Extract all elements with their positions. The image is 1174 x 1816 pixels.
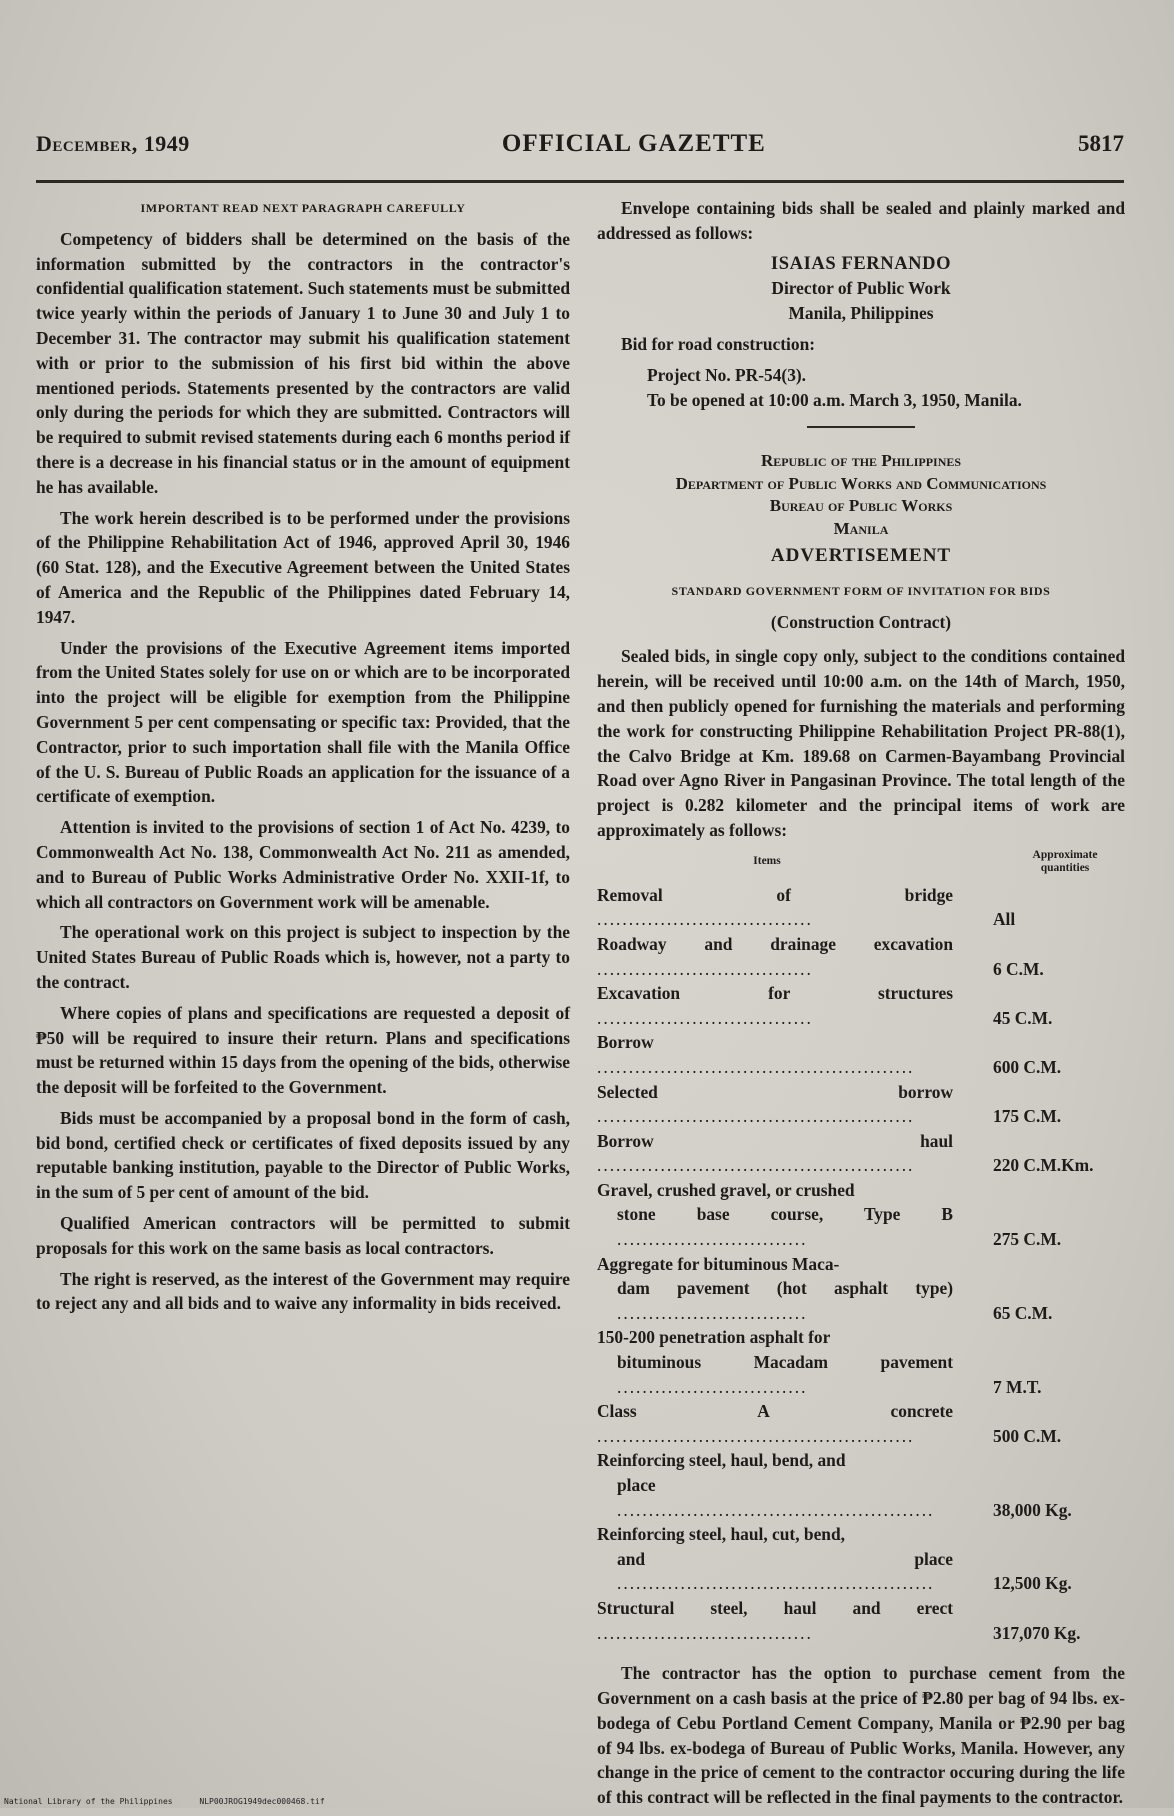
item-description-continued: stone base course, Type B: [617, 1204, 953, 1225]
paragraph-inspection: The operational work on this project is subject to inspection by the United States Bureau of Public Roads which is, however, not a party to the contract.: [36, 922, 570, 992]
item-quantity: 600 C.M.: [993, 1056, 1062, 1077]
item-row: [597, 1325, 1125, 1399]
item-quantity: 6 C.M.: [993, 958, 1044, 979]
item-quantity: 65 C.M.: [993, 1302, 1053, 1323]
item-row: [597, 932, 1125, 981]
item-quantity: 45 C.M.: [993, 1007, 1053, 1028]
item-row: [597, 981, 1125, 1030]
organization-block: [597, 450, 1125, 540]
leader-dots: ..................................: [597, 1007, 813, 1028]
item-quantity: 7 M.T.: [993, 1376, 1042, 1397]
footer-library: National Library of the Philippines: [4, 1797, 173, 1806]
paragraph-right-reserved: The right is reserved, as the interest of the Government may require to reject any and all bids and to waive any informality in bids received.: [36, 1268, 570, 1314]
items-column-header: Items: [753, 854, 781, 867]
item-quantity: 220 C.M.Km.: [993, 1155, 1094, 1176]
right-column: [597, 196, 1125, 1816]
leader-dots: ..............................: [617, 1376, 808, 1397]
item-row: [597, 1080, 1125, 1129]
leader-dots: ..............................: [617, 1302, 808, 1323]
leader-dots: ..................................: [597, 909, 813, 930]
leader-dots: ..............................: [617, 1229, 808, 1250]
addressee-city: Manila, Philippines: [788, 303, 934, 324]
item-row: [597, 1399, 1125, 1448]
item-row: [597, 1596, 1125, 1645]
leader-dots: ..................................................: [617, 1499, 935, 1520]
item-row: [597, 1448, 1125, 1522]
leader-dots: ..................................................: [597, 1106, 915, 1127]
org-department: Department of Public Works and Communications: [675, 473, 1047, 493]
left-column: [36, 196, 570, 1322]
bid-for: Bid for road construction:: [621, 333, 816, 354]
item-row: [597, 883, 1125, 932]
project-number: Project No. PR-54(3).: [647, 364, 807, 385]
important-heading: IMPORTANT READ NEXT PARAGRAPH CAREFULLY: [140, 201, 466, 215]
paragraph-american-contractors: Qualified American contractors will be permitted to submit proposals for this work on the same basis as local contractors.: [36, 1213, 570, 1258]
item-quantity: 275 C.M.: [993, 1229, 1062, 1250]
section-divider: [807, 426, 915, 428]
page-header: [36, 130, 1124, 166]
opening-second: Manila.: [964, 389, 1022, 410]
item-quantity: 175 C.M.: [993, 1106, 1062, 1127]
item-row: [597, 1522, 1125, 1596]
item-description: Class A concrete: [597, 1401, 953, 1422]
scan-footer: [4, 1797, 347, 1806]
item-row: [597, 1129, 1125, 1178]
paragraph-acts: Attention is invited to the provisions of section 1 of Act No. 4239, to Commonwealth Act No. 138, Commonwealth Act No. 211 as amended, and to Bureau of Public Works Administrative Order No. XXII-1f, to which all contractors on Government work will be amenable.: [36, 817, 570, 912]
paragraph-plans-deposit: Where copies of plans and specifications are requested a deposit of ₱50 will be required to insure their return. Plans and specifications must be returned within 15 days from the opening of the bids, otherwise the deposit will be forfeited to the Government.: [36, 1002, 570, 1098]
footer-filename: NLP00JROG1949dec000468.tif: [199, 1797, 325, 1806]
header-rule: [36, 180, 1124, 183]
cement-paragraph: The contractor has the option to purchase cement from the Government on a cash basis at the price of ₱2.80 per bag of 94 lbs. ex-bodega of Cebu Portland Cement Company, Manila or ₱2.90 per bag of 94 lbs. ex-bodega of Bureau of Public Works, Manila. However, any change in the price of cement to the contractor occuring during the life of this contract will be reflected in the final payments to the contractor.: [597, 1663, 1125, 1808]
item-description-continued: bituminous Macadam pavement: [617, 1352, 953, 1373]
item-description: Aggregate for bituminous Maca-: [597, 1253, 840, 1274]
leader-dots: ..................................................: [617, 1573, 935, 1594]
opening-info: [597, 388, 1125, 413]
item-description: Structural steel, haul and erect: [597, 1597, 953, 1618]
item-description: Removal of bridge: [597, 884, 953, 905]
form-title: STANDARD GOVERNMENT FORM OF INVITATION FOR BIDS: [671, 583, 1051, 598]
item-description: Reinforcing steel, haul, cut, bend,: [597, 1524, 845, 1545]
item-description: 150-200 penetration asphalt for: [597, 1327, 831, 1348]
item-quantity: All: [993, 909, 1016, 930]
envelope-intro: Envelope containing bids shall be sealed and plainly marked and addressed as follows:: [597, 198, 1125, 243]
item-description-continued: place: [617, 1475, 656, 1496]
item-description: Borrow haul: [597, 1130, 953, 1151]
item-row: [597, 1252, 1125, 1326]
invitation-paragraph: Sealed bids, in single copy only, subject to the conditions contained herein, will be received until 10:00 a.m. on the 14th of March, 1950, and then publicly opened for furnishing the materials and performing the work for constructing Philippine Rehabilitation Project PR-88(1), the Calvo Bridge at Km. 189.68 on Carmen-Bayambang Provincial Road over Agno River in Pangasinan Province. The total length of the project is 0.282 kilometer and the principal items of work are approximately as follows:: [597, 646, 1125, 840]
advertisement-title: ADVERTISEMENT: [770, 545, 952, 566]
header-date: December, 1949: [36, 131, 190, 156]
addressee-block: [597, 252, 1125, 326]
quantities-header-line1: Approximate: [1032, 848, 1098, 861]
item-row: [597, 1030, 1125, 1079]
leader-dots: ..................................................: [597, 1425, 915, 1446]
quantities-header-line2: quantities: [1040, 861, 1090, 874]
paragraph-tax-exemption: Under the provisions of the Executive Agreement items imported from the United States solely for use on or which are to be incorporated into the project will be eligible for exemption from the Philippine Government 5 per cent compensating or specific tax: Provided, that the Contractor, prior to such importation shall file with the Manila Office of the U. S. Bureau of Public Roads an application for the issuance of a certificate of exemption.: [36, 637, 570, 807]
items-list: [597, 883, 1125, 1645]
opening-first: To be opened at 10:00 a.m. March 3, 1950,: [647, 389, 961, 410]
org-bureau: Bureau of Public Works: [769, 496, 953, 516]
item-description-continued: and place: [617, 1548, 953, 1569]
header-page-number: 5817: [1078, 131, 1124, 156]
items-table-header: [597, 849, 1125, 875]
paragraph-rehabilitation-act: The work herein described is to be performed under the provisions of the Philippine Rehabilitation Act of 1946, approved April 30, 1946 (60 Stat. 128), and the Executive Agreement between the United States of America and the Republic of the Philippines dated February 14, 1947.: [36, 507, 570, 627]
item-row: [597, 1178, 1125, 1252]
item-description: Gravel, crushed gravel, or crushed: [597, 1179, 855, 1200]
addressee-title: Director of Public Work: [771, 278, 951, 299]
item-quantity: 12,500 Kg.: [993, 1573, 1072, 1594]
header-title: OFFICIAL GAZETTE: [501, 130, 766, 157]
org-city: Manila: [833, 518, 889, 538]
leader-dots: ..................................................: [597, 1155, 915, 1176]
item-quantity: 500 C.M.: [993, 1425, 1062, 1446]
item-quantity: 317,070 Kg.: [993, 1622, 1081, 1643]
org-republic: Republic of the Philippines: [760, 451, 962, 471]
addressee-name: ISAIAS FERNANDO: [770, 253, 952, 274]
item-quantity: 38,000 Kg.: [993, 1499, 1072, 1520]
item-description-continued: dam pavement (hot asphalt type): [617, 1278, 953, 1299]
item-description: Excavation for structures: [597, 983, 953, 1004]
quantities-column-header: [1005, 849, 1125, 875]
item-description: Reinforcing steel, haul, bend, and: [597, 1450, 846, 1471]
leader-dots: ..................................: [597, 1622, 813, 1643]
item-description: Borrow: [597, 1032, 654, 1053]
paragraph-competency: Competency of bidders shall be determined on the basis of the information submitted by the contractors in the contractor's confidential qualification statement. Such statements must be submitted twice yearly within the periods of January 1 to June 30 and July 1 to December 31. The contractor may submit his qualification statement with or prior to the submission of his first bid within the above mentioned periods. Statements presented by the contractors are valid only during the periods for which they are submitted. Contractors will be required to submit revised statements during each 6 months period if there is a decrease in his financial status or in the amount of equipment he has available.: [36, 228, 570, 497]
leader-dots: ..................................................: [597, 1056, 915, 1077]
item-description: Roadway and drainage excavation: [597, 933, 953, 954]
leader-dots: ..................................: [597, 958, 813, 979]
item-description: Selected borrow: [597, 1081, 953, 1102]
contract-type: (Construction Contract): [770, 611, 952, 632]
paragraph-proposal-bond: Bids must be accompanied by a proposal bond in the form of cash, bid bond, certified check or certificates of fixed deposits issued by any reputable banking institution, payable to the Director of Public Works, in the sum of 5 per cent of amount of the bid.: [36, 1107, 570, 1203]
